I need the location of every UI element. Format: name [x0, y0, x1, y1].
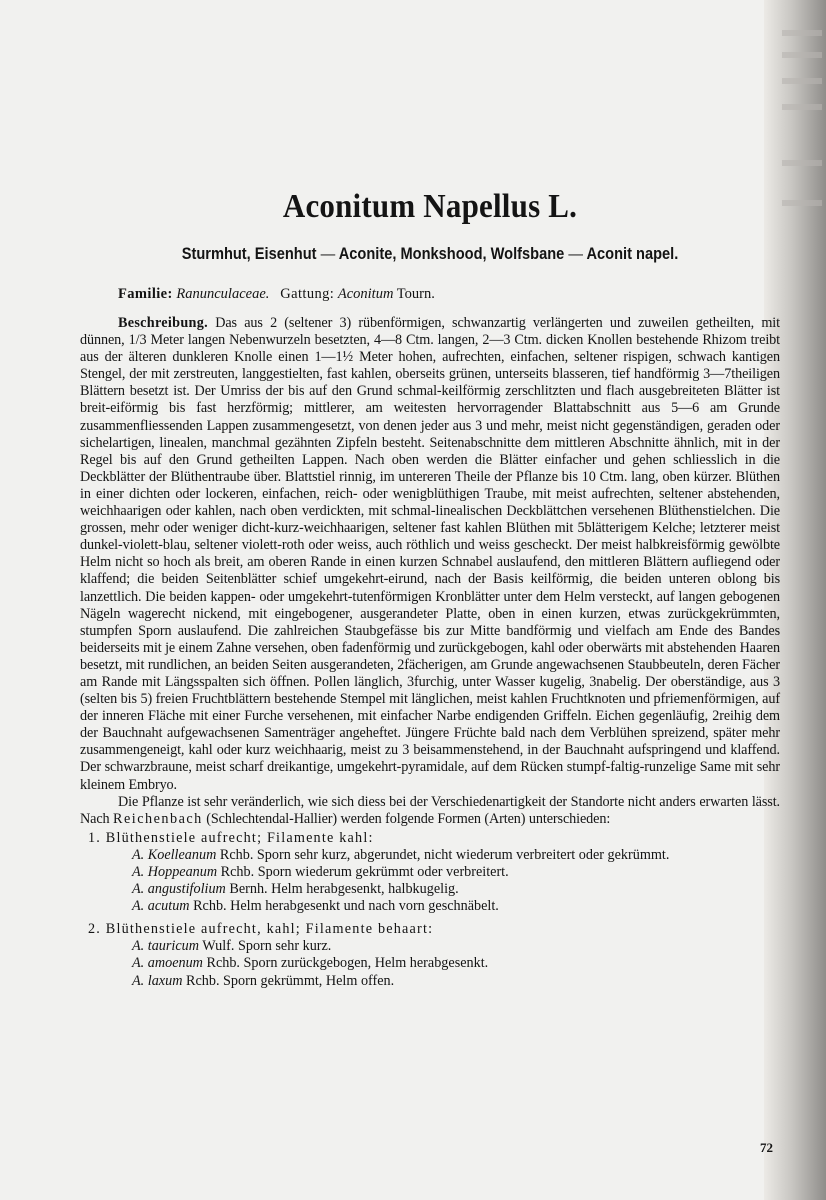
item-text: Rchb. Sporn sehr kurz, abgerundet, nicht wiederum verbreitert oder gekrümmt.: [219, 846, 670, 863]
item-text: Rchb. Sporn wiederum gekrümmt oder verbreitert.: [220, 864, 509, 880]
list-item: [132, 847, 780, 864]
gattung-author: Tourn.: [396, 286, 435, 302]
english-names: Aconite, Monkshood, Wolfsbane: [338, 244, 565, 263]
genus: A.: [132, 898, 145, 915]
item-text: Wulf. Sporn sehr kurz.: [202, 938, 332, 955]
familie-label: Familie:: [118, 286, 173, 302]
item-text: Rchb. Sporn zurückgebogen, Helm herabgesenkt.: [206, 955, 489, 972]
french-name: Aconit napel.: [586, 244, 679, 263]
list-item: [132, 881, 780, 898]
separator-dash: —: [568, 244, 583, 263]
epithet: laxum: [147, 972, 183, 989]
list-item: [132, 864, 780, 881]
group-heading: 1. Blüthenstiele aufrecht; Filamente kahl:: [88, 829, 374, 846]
german-names: Sturmhut, Eisenhut: [181, 244, 317, 263]
list-item: [132, 898, 780, 915]
genus: A.: [132, 955, 145, 972]
genus: A.: [132, 846, 145, 863]
genus: A.: [132, 972, 145, 989]
epithet: tauricum: [147, 938, 199, 955]
separator-dash: —: [320, 244, 336, 263]
genus: A.: [132, 864, 145, 880]
gattung-label: Gattung:: [280, 286, 335, 302]
common-names: [129, 244, 731, 264]
description-paragraph: [80, 315, 780, 794]
variability-text-after: (Schlechtendal-Hallier) werden folgende Formen (Arten) unterschieden:: [206, 810, 611, 827]
author-name: Reichenbach: [113, 810, 203, 827]
variability-paragraph: [80, 794, 780, 828]
gattung-value: Aconitum: [337, 286, 394, 302]
form-group: [80, 830, 780, 915]
genus: A.: [132, 938, 145, 955]
form-group: [80, 921, 780, 989]
epithet: Hoppeanum: [147, 864, 218, 880]
familie-value: Ranunculaceae.: [176, 286, 270, 302]
list-item: [132, 973, 780, 990]
epithet: amoenum: [147, 955, 203, 972]
epithet: acutum: [147, 898, 190, 915]
page-number: 72: [760, 1140, 773, 1155]
variability-text-before: Die Pflanze ist sehr veränderlich, wie sich diess bei der Verschiedenartigkeit der Standorte nicht anders erwarten lässt. Nach: [80, 793, 780, 827]
item-text: Rchb. Sporn gekrümmt, Helm offen.: [186, 972, 395, 989]
description-text: Das aus 2 (seltener 3) rübenförmigen, schwanzartig verlängerten und zuweilen getheilten, mit dünnen, 1/3 Meter langen Nebenwurzeln besetzten, 4—8 Ctm. langen, 2—3 Ctm. dicken Knollen bestehende Rhizom treibt aus der älteren dunkleren Knolle einen 1—1½ Meter hohen, aufrechten, einfachen, seltener rispigen, schwach kantigen Stengel, der mit zerstreuten, langgestielten, fast kahlen, oberseits grünen, unterseits blasseren, tief handförmig 3—7theiligen Blättern besetzt ist. Der Umriss der bis auf den Grund schmal-keilförmig zerschlitzten und flach ausgebreiteten Blätter ist breit-eiförmig bis fast herzförmig; mittlerer, am weitesten hervorragender Blattabschnitt aus 5—6 am Grunde zusammenfliessenden Lappen zusammengesetzt, von denen jeder aus 3 und mehr, meist nicht gegenständigen, geraden oder sichelartigen, linealen, manchmal gezähnten Zipfeln besteht. Seitenabschnitte dem mittleren Abschnitte ähnlich, mit in der Regel bis auf den Grund getheilten Lappen. Nach oben werden die Blätter einfacher und gehen schliesslich in die Deckblätter der Blüthentraube über. Blattstiel rinnig, im untereren Theile der Pflanze bis 10 Ctm. lang, oben kürzer. Blüthen in einer dichten oder lockeren, einfachen, reich- oder wenigblüthigen Traube, mit meist aufrechten, seltener abstehenden, weichhaarigen oder kahlen, nach oben verdickten, mit schmal-linealischen Deckblättchen versehenen Blüthenstielchen. Die grossen, mehr oder weniger dicht-kurz-weichhaarigen, seltener fast kahlen Blüthen mit 5blätterigem Kelche; letzterer meist dunkel-violett-blau, seltener violett-roth oder weiss, auch röthlich und weiss gescheckt. Der meist halbkreisförmig gewölbte Helm nicht so hoch als breit, am oberen Rande in einen kurzen Schnabel auslaufend, den mittleren Blättern aufliegend oder klaffend; die beiden Seitenblätter schief umgekehrt-eirund, nach der Basis keilförmig, die beiden unteren oblong bis lanzettlich. Die beiden kappen- oder umgekehrt-tutenförmigen Kronblätter unter dem Helm versteckt, auf langen gebogenen Nägeln wagerecht nickend, mit eingebogener, ausgerandeter Platte, oben in einen kurzen, etwas zurückgekrümmten, stumpfen Sporn auslaufend. Die zahlreichen Staubgefässe bis zur Mitte bandförmig und vielfach am Ende des Bandes beiderseits mit je einem Zahne versehen, oben fadenförmig und zurückgebogen, kahl oder oberwärts mit abstehenden Haaren besetzt, mit rundlichen, an beiden Seiten ausgerandeten, 2fächerigen, am Grunde angewachsenen Staubbeuteln, deren Fächer am Rande mit Längsspalten sich öffnen. Pollen länglich, 3furchig, unter Wasser kugelig, 3nabelig. Der oberständige, aus 3 (selten bis 5) freien Fruchtblättern bestehende Stempel mit länglichen, meist kahlen Fruchtknoten und pfriemenförmigen, auf der inneren Fläche mit einer Furche versehenen, mit einfacher Narbe endigenden Griffeln. Eichen gegenläufig, 2reihig dem der Bauchnaht aufgewachsenen Samenträger angeheftet. Jüngere Früchte bald nach dem Verblühen spreizend, später mehr zusammengeneigt, kahl oder kurz weichhaarig, meist zu 3 beisammenstehend, in der Bauchnaht aufspringend und klaffend. Der schwarzbraune, meist scharf dreikantige, umgekehrt-pyramidale, auf dem Rücken stumpf-faltig-runzelige Same mit sehr kleinem Embryo.: [80, 315, 780, 793]
document-page: [80, 150, 780, 990]
item-text: Bernh. Helm herabgesenkt, halbkugelig.: [229, 881, 459, 898]
epithet: angustifolium: [147, 881, 226, 898]
description-body: [80, 315, 780, 828]
page-title: Aconitum Napellus L.: [282, 186, 578, 225]
genus: A.: [132, 881, 145, 898]
taxonomy-line: [118, 286, 780, 303]
list-item: [132, 955, 780, 972]
list-item: [132, 938, 780, 955]
description-lead: Beschreibung.: [118, 315, 208, 331]
item-text: Rchb. Helm herabgesenkt und nach vorn geschnäbelt.: [193, 898, 499, 915]
group-heading: 2. Blüthenstiele aufrecht, kahl; Filamente behaart:: [88, 921, 434, 938]
epithet: Koelleanum: [147, 846, 217, 863]
